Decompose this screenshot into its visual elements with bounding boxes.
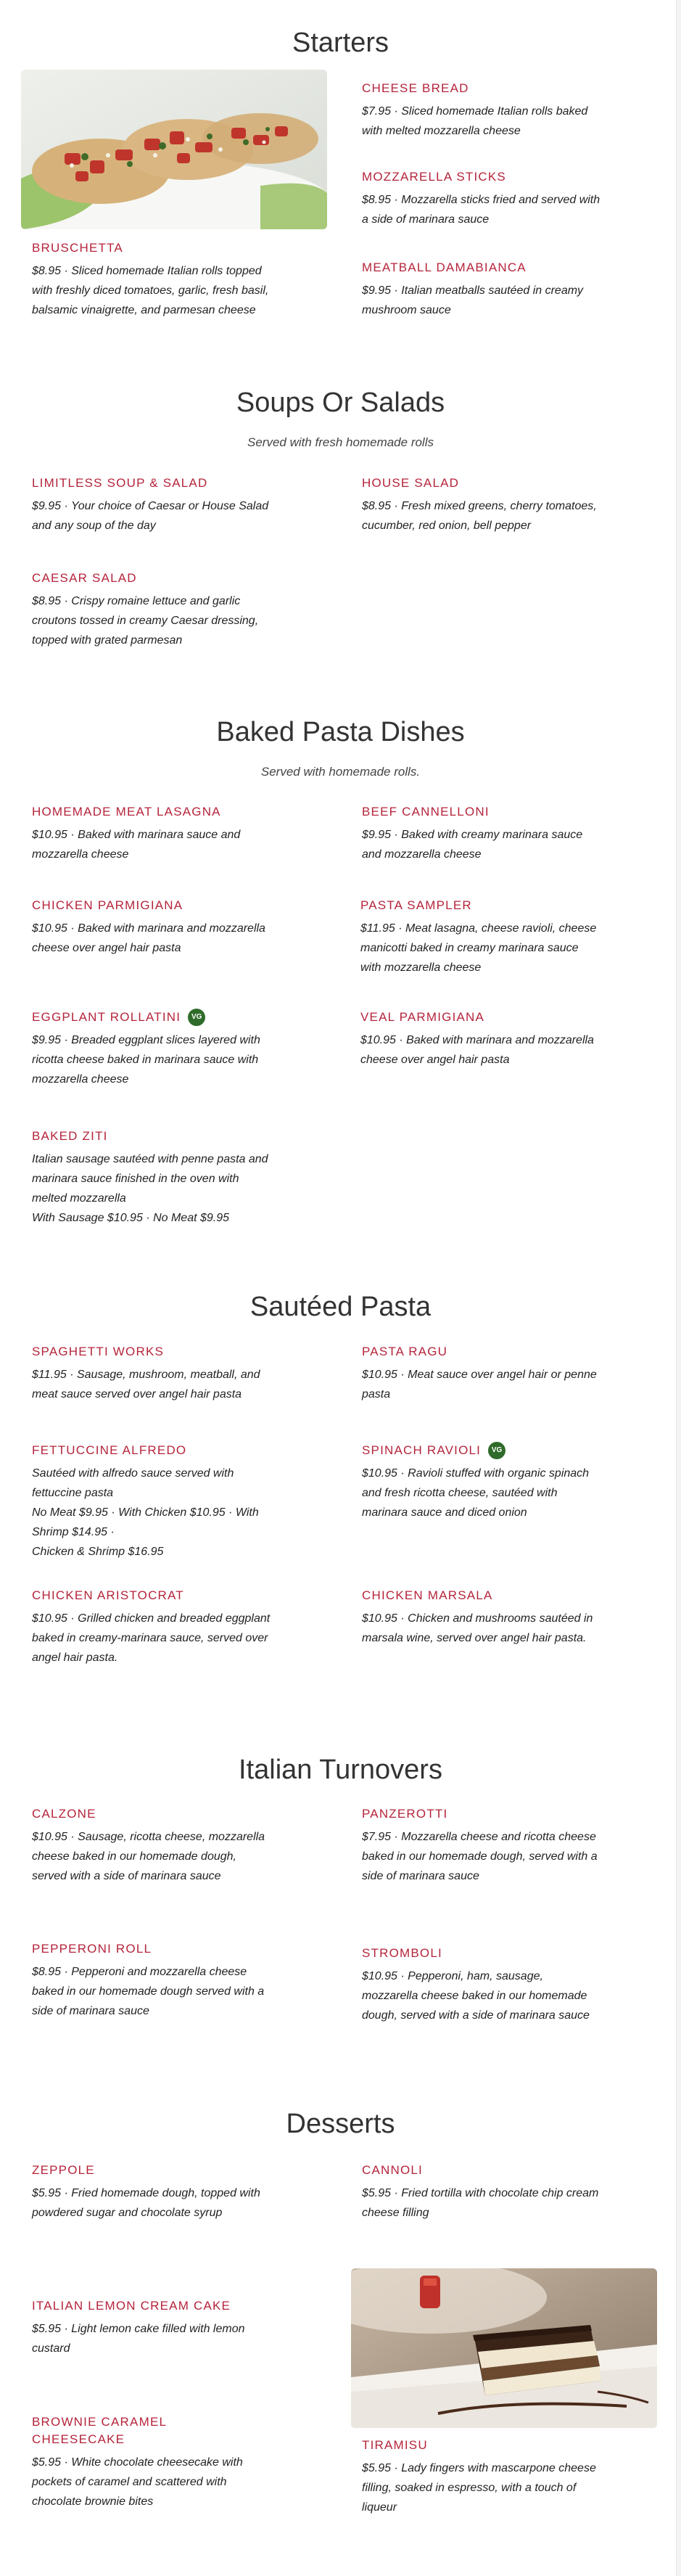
item-name: SPAGHETTI WORKS <box>32 1345 165 1358</box>
item-name: ITALIAN LEMON CREAM CAKE <box>32 2299 231 2313</box>
menu-item-fettuccine-alfredo <box>32 1442 271 1562</box>
item-name: HOUSE SALAD <box>362 476 460 490</box>
menu-item-stromboli <box>362 1945 601 2025</box>
item-description: $9.95 · Baked with creamy marinara sauce and mozzarella cheese <box>362 829 583 861</box>
section-subtitle: Served with homemade rolls. <box>260 765 421 779</box>
item-description: $7.95 · Sliced homemade Italian rolls baked with melted mozzarella cheese <box>362 105 588 137</box>
menu-item-meatball-damabianca <box>362 259 601 320</box>
menu-item-chicken-marsala <box>362 1587 601 1648</box>
item-name: MEATBALL DAMABIANCA <box>362 261 527 274</box>
menu-item-bruschetta <box>32 239 271 320</box>
section-title-starters: Starters <box>292 28 389 58</box>
item-name: VEAL PARMIGIANA <box>360 1010 485 1024</box>
item-name <box>362 1442 601 1459</box>
section-title-soups-or-salads: Soups Or Salads <box>236 387 445 418</box>
menu-item-pasta-sampler <box>360 897 600 977</box>
item-description: $8.95 · Fresh mixed greens, cherry tomatoes, cucumber, red onion, bell pepper <box>362 500 597 532</box>
item-name: CALZONE <box>32 1807 96 1821</box>
item-name: MOZZARELLA STICKS <box>362 170 506 184</box>
menu-item-baked-ziti <box>32 1128 271 1228</box>
item-name: CHICKEN PARMIGIANA <box>32 898 183 912</box>
bruschetta-photo <box>21 70 327 229</box>
vegetarian-badge-icon: VG <box>488 1442 505 1459</box>
item-name: ZEPPOLE <box>32 2163 95 2177</box>
section-title-italian-turnovers: Italian Turnovers <box>239 1755 442 1785</box>
item-name-text: EGGPLANT ROLLATINI <box>32 1010 181 1024</box>
item-name: CHICKEN ARISTOCRAT <box>32 1588 184 1602</box>
menu-item-panzerotti <box>362 1805 601 1886</box>
item-description: $10.95 · Baked with marinara and mozzarella cheese over angel hair pasta <box>32 922 265 954</box>
item-name: STROMBOLI <box>362 1946 442 1960</box>
menu-item-pepperoni-roll <box>32 1940 271 2021</box>
item-name: PANZEROTTI <box>362 1807 448 1821</box>
section-subtitle: Served with fresh homemade rolls <box>247 435 434 449</box>
item-description: $5.95 · Fried tortilla with chocolate chip cream cheese filling <box>362 2187 599 2219</box>
section-title-sauteed-pasta: Sautéed Pasta <box>249 1292 432 1322</box>
menu-item-brownie-caramel-cheesecake <box>32 2413 243 2511</box>
item-description: $10.95 · Grilled chicken and breaded eggplant baked in creamy-marinara sauce, served over angel hair pasta. <box>32 1612 271 1664</box>
menu-item-house-salad <box>362 475 601 536</box>
item-name: BROWNIE CARAMEL CHEESECAKE <box>32 2415 167 2446</box>
item-name: HOMEMADE MEAT LASAGNA <box>32 805 221 819</box>
item-description: Sautéed with alfredo sauce served with fettuccine pasta No Meat $9.95 · With Chicken $10.95 · With Shrimp $14.95 · Chicken & Shrimp $16.95 <box>32 1467 259 1558</box>
menu-item-veal-parmigiana <box>360 1009 600 1070</box>
item-description: $10.95 · Chicken and mushrooms sautéed in marsala wine, served over angel hair pasta. <box>362 1612 593 1644</box>
item-description: $10.95 · Sausage, ricotta cheese, mozzarella cheese baked in our homemade dough, served with a side of marinara sauce <box>32 1831 265 1882</box>
menu-item-spaghetti-works <box>32 1343 271 1404</box>
item-description: $10.95 · Baked with marinara sauce and mozzarella cheese <box>32 829 241 861</box>
item-description: $8.95 · Crispy romaine lettuce and garlic croutons tossed in creamy Caesar dressing, topped with grated parmesan <box>32 595 259 647</box>
item-name: TIRAMISU <box>362 2438 428 2452</box>
menu-item-spinach-ravioli <box>362 1442 601 1522</box>
item-name: CHEESE BREAD <box>362 81 469 95</box>
item-description: $5.95 · Lady fingers with mascarpone cheese filling, soaked in espresso, with a touch of liqueur <box>362 2462 596 2514</box>
menu-item-mozzarella-sticks <box>362 168 601 229</box>
item-description: $8.95 · Mozzarella sticks fried and served with a side of marinara sauce <box>362 194 600 226</box>
item-name-text: SPINACH RAVIOLI <box>362 1443 482 1457</box>
section-title-baked-pasta: Baked Pasta Dishes <box>216 717 465 747</box>
item-name: BEEF CANNELLONI <box>362 805 490 819</box>
item-name: CAESAR SALAD <box>32 571 137 585</box>
menu-item-zeppole <box>32 2162 271 2223</box>
item-description: $11.95 · Sausage, mushroom, meatball, and meat sauce served over angel hair pasta <box>32 1369 260 1400</box>
item-name: BRUSCHETTA <box>32 241 123 255</box>
item-description: $10.95 · Pepperoni, ham, sausage, mozzarella cheese baked in our homemade dough, served with a side of marinara sauce <box>362 1970 590 2022</box>
menu-item-cheese-bread <box>362 80 601 141</box>
menu-item-chicken-parmigiana <box>32 897 271 958</box>
item-description: $5.95 · Fried homemade dough, topped with powdered sugar and chocolate syrup <box>32 2187 260 2219</box>
menu-item-tiramisu <box>362 2437 601 2517</box>
item-description: $10.95 · Baked with marinara and mozzarella cheese over angel hair pasta <box>360 1034 594 1066</box>
menu-item-eggplant-rollatini <box>32 1009 271 1089</box>
item-description: $7.95 · Mozzarella cheese and ricotta cheese baked in our homemade dough, served with a side of marinara sauce <box>362 1831 598 1882</box>
menu-item-chicken-aristocrat <box>32 1587 271 1668</box>
item-name: PASTA SAMPLER <box>360 898 472 912</box>
menu-item-caesar-salad <box>32 570 271 650</box>
menu-item-pasta-ragu <box>362 1343 601 1404</box>
item-description: $11.95 · Meat lasagna, cheese ravioli, cheese manicotti baked in creamy marinara sauce with mozzarella cheese <box>360 922 597 974</box>
item-description: $8.95 · Pepperoni and mozzarella cheese baked in our homemade dough served with a side of marinara sauce <box>32 1966 265 2017</box>
item-description: $5.95 · White chocolate cheesecake with pockets of caramel and scattered with chocolate brownie bites <box>32 2456 243 2508</box>
item-description: Italian sausage sautéed with penne pasta and marinara sauce finished in the oven with melted mozzarella With Sausage $10.95 · No Meat $9.95 <box>32 1153 268 1224</box>
menu-item-limitless-soup-salad <box>32 475 271 536</box>
menu-item-cannoli <box>362 2162 601 2223</box>
item-description: $9.95 · Breaded eggplant slices layered with ricotta cheese baked in marinara sauce with mozzarella cheese <box>32 1034 260 1086</box>
item-name: CHICKEN MARSALA <box>362 1588 493 1602</box>
tiramisu-photo <box>351 2268 657 2428</box>
item-name: PEPPERONI ROLL <box>32 1942 152 1956</box>
item-name: PASTA RAGU <box>362 1345 448 1358</box>
menu-item-calzone <box>32 1805 271 1886</box>
scrollbar[interactable] <box>676 0 681 2576</box>
menu-item-meat-lasagna <box>32 803 271 864</box>
item-description: $10.95 · Meat sauce over angel hair or penne pasta <box>362 1369 597 1400</box>
item-name: CANNOLI <box>362 2163 423 2177</box>
menu-item-lemon-cream-cake <box>32 2297 271 2358</box>
item-description: $8.95 · Sliced homemade Italian rolls topped with freshly diced tomatoes, garlic, fresh basil, balsamic vinaigrette, and parmesan cheese <box>32 265 269 316</box>
item-description: $9.95 · Your choice of Caesar or House Salad and any soup of the day <box>32 500 269 532</box>
item-description: $5.95 · Light lemon cake filled with lemon custard <box>32 2323 245 2355</box>
item-description: $10.95 · Ravioli stuffed with organic spinach and fresh ricotta cheese, sautéed with marinara sauce and diced onion <box>362 1467 590 1519</box>
item-name: LIMITLESS SOUP & SALAD <box>32 476 208 490</box>
item-name: BAKED ZITI <box>32 1129 108 1143</box>
section-title-desserts: Desserts <box>286 2109 395 2139</box>
item-name: FETTUCCINE ALFREDO <box>32 1443 187 1457</box>
vegetarian-badge-icon: VG <box>188 1009 205 1026</box>
item-name <box>32 1009 271 1026</box>
menu-item-beef-cannelloni <box>362 803 601 864</box>
item-description: $9.95 · Italian meatballs sautéed in creamy mushroom sauce <box>362 284 584 316</box>
